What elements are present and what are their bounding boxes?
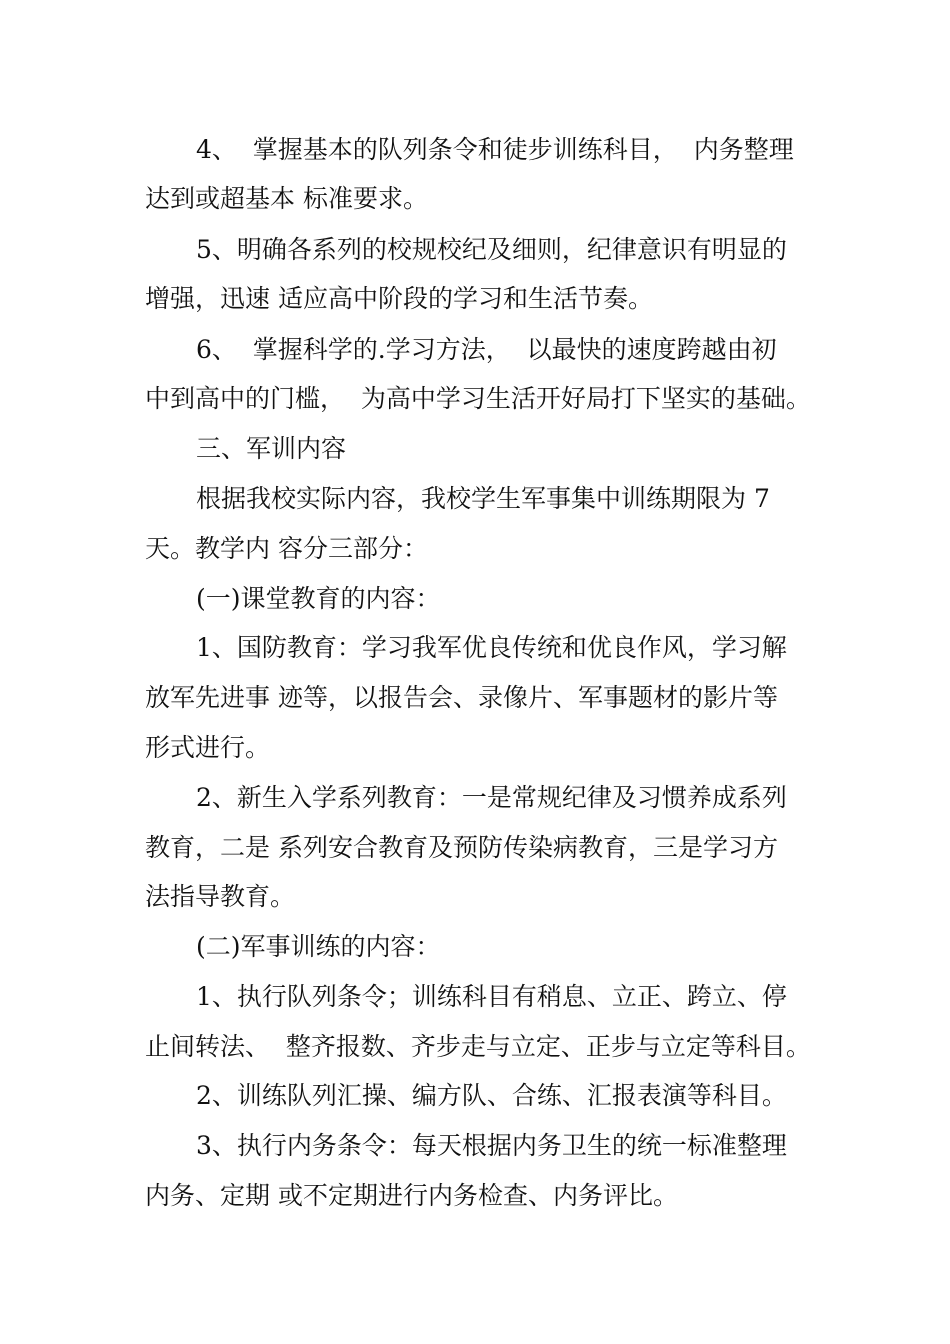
text-line: 内务、定期 或不定期进行内务检查、内务评比。 [145, 1181, 678, 1210]
text-line: 形式进行。 [145, 733, 271, 762]
text-line: 止间转法、 整齐报数、齐步走与立定、正步与立定等科目。 [145, 1032, 811, 1061]
subsection-heading: (一)课堂教育的内容： [196, 584, 441, 613]
text-line: 教育，二是 系列安合教育及预防传染病教育，三是学习方 [145, 833, 778, 862]
text-line: 2、训练队列汇操、编方队、合练、汇报表演等科目。 [196, 1081, 787, 1110]
text-line: 达到或超基本 标准要求。 [145, 184, 428, 213]
text-line: 根据我校实际内容，我校学生军事集中训练期限为 7 [196, 484, 770, 513]
text-line: 1、国防教育：学习我军优良传统和优良作风，学习解 [196, 633, 787, 662]
text-line: 增强，迅速 适应高中阶段的学习和生活节奏。 [145, 284, 653, 313]
text-line: 中到高中的门槛， 为高中学习生活开好局打下坚实的基础。 [145, 384, 811, 413]
text-line: 1、执行队列条令；训练科目有稍息、立正、跨立、停 [196, 982, 787, 1011]
text-line: 5、明确各系列的校规校纪及细则，纪律意识有明显的 [196, 235, 787, 264]
text-line: 3、执行内务条令：每天根据内务卫生的统一标准整理 [196, 1131, 787, 1160]
text-line: 6、 掌握科学的.学习方法， 以最快的速度跨越由初 [196, 335, 777, 364]
text-line: 4、 掌握基本的队列条令和徒步训练科目， 内务整理 [196, 135, 794, 164]
subsection-heading: (二)军事训练的内容： [196, 932, 441, 961]
text-line: 天。教学内 容分三部分： [145, 534, 428, 563]
text-line: 2、新生入学系列教育：一是常规纪律及习惯养成系列 [196, 783, 787, 812]
text-line: 放军先进事 迹等，以报告会、录像片、军事题材的影片等 [145, 683, 778, 712]
text-line: 法指导教育。 [145, 882, 296, 911]
section-heading: 三、军训内容 [196, 434, 347, 463]
